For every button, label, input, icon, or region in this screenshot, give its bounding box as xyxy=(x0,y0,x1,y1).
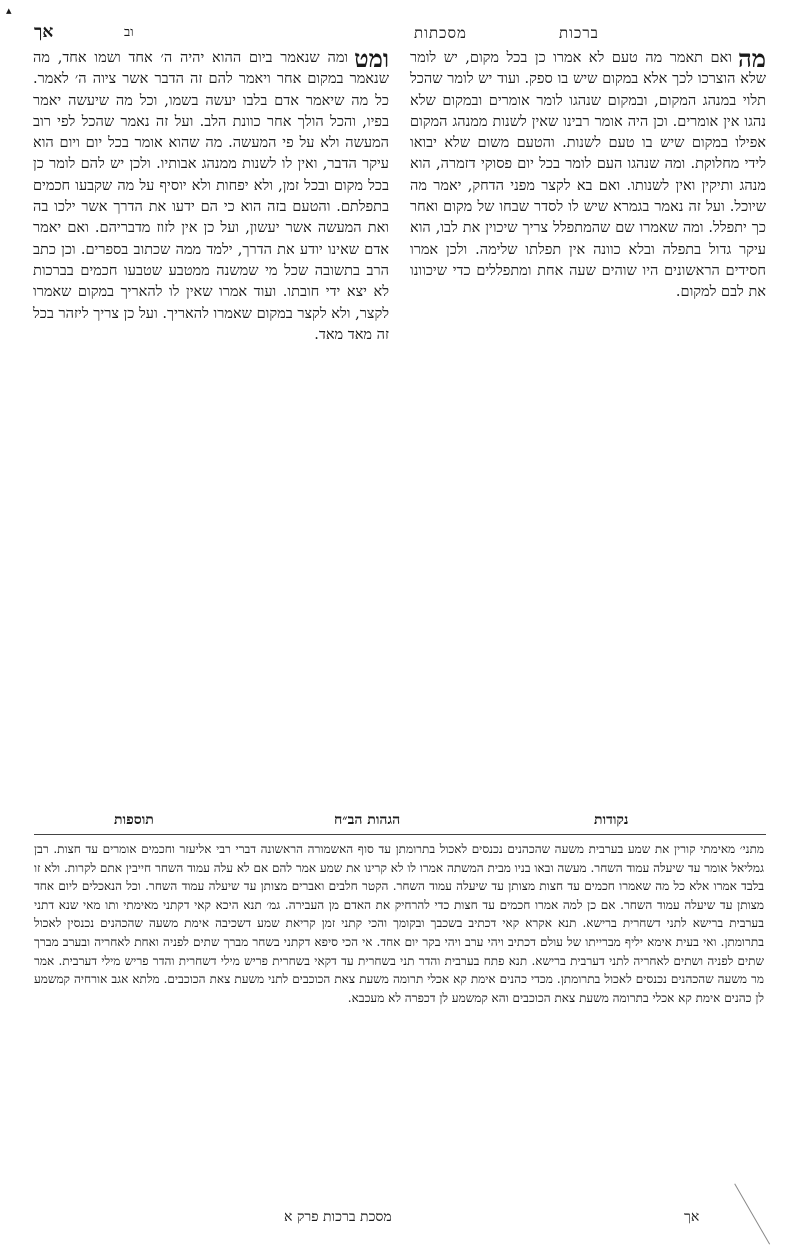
footer-signature: מסכת ברכות פרק א xyxy=(284,1209,392,1225)
page-header xyxy=(34,22,766,48)
corner-mark: ▴ xyxy=(6,4,12,17)
section-mark: וב xyxy=(124,25,134,40)
right-running-title: מסכתות xyxy=(414,24,467,42)
label-nekudot: נקודות xyxy=(594,812,629,828)
commentary-labels xyxy=(34,812,766,832)
column-left xyxy=(410,44,766,304)
margin-scratch-mark xyxy=(734,1163,800,1244)
commentary-block: מתני׳ מאימתי קורין את שמע בערבית משעה שהכהנים נכנסים לאכול בתרומתן עד סוף האשמורה הראשונה דברי רבי אליעזר וחכמים אומרים עד חצות. רבן גמליאל אומר עד שיעלה עמוד השחר. מעשה ובאו בניו מבית המשתה אמרו לו לא קרינו את שמע אמר להם אם לא עלה עמוד השחר חייבין אתם לקרות. ולא זו בלבד אמרו אלא כל מה שאמרו חכמים עד חצות מצותן עד שיעלה עמוד השחר. הקטר חלבים ואברים מצותן עד שיעלה עמוד השחר. וכל הנאכלים ליום אחד מצותן עד שיעלה עמוד השחר. אם כן למה אמרו חכמים עד חצות כדי להרחיק את האדם מן העבירה. גמ׳ תנא היכא קאי דקתני מאימתי ותו מאי שנא דתני בערבית ברישא לתני דשחרית ברישא. תנא אקרא קאי דכתיב בשכבך ובקומך והכי קתני זמן קריאת שמע דשכיבה אימת משעה שהכהנים נכנסין לאכול בתרומתן. ואי בעית אימא יליף מברייתו של עולם דכתיב ויהי ערב ויהי בקר יום אחד. אי הכי סיפא דקתני בשחר מברך שתים לפניה ואחת לאחריה ובערב מברך שתים לפניה ושתים לאחריה לתני דערבית ברישא. תנא פתח בערבית והדר תני בשחרית עד דקאי בשחרית פריש מילי דשחרית והדר פריש מילי דערבית. אמר מר משעה שהכהנים נכנסים לאכול בתרומתן. מכדי כהנים אימת קא אכלי תרומה משעת צאת הכוכבים לתני משעת צאת הכוכבים. מלתא אגב אורחיה קמשמע לן כהנים אימת קא אכלי בתרומה משעת צאת הכוכבים והא קמשמע לן דכפרה לא מעכבא. xyxy=(34,842,764,1005)
footer-sheet-number: אך xyxy=(684,1209,700,1225)
divider-rule xyxy=(34,834,766,835)
label-hagahot: הגהות הב״ח xyxy=(334,812,401,828)
page-footer xyxy=(34,1209,766,1229)
column-right-body: ומה שנאמר ביום ההוא יהיה ה׳ אחד ושמו אחד, מה שנאמר במקום אחר ויאמר להם זה הדבר אשר ציוה ה׳ לאמר. כל מה שיאמר אדם בלבו יעשה בשמו, וכל מה שיעשה יאמר בפיו, והכל הולך אחר כוונת הלב. ועל זה נאמר שהכל לפי רוב המעשה ולא על פי המעשה. מה שהוא אומר בכל יום ויום הוא עיקר הדבר, ואין לו לשנות ממנהג אבותיו. ולכן יש להם לומר כן בכל מקום ובכל זמן, ולא יפחות ולא יוסיף על מה שקבעו חכמים בתפלתם. והטעם בזה הוא כי הם ידעו את הדרך אשר ילכו בה ואת המעשה אשר יעשון, ועל כן אין לזוז מדבריהם. ואם יאמר אדם שאינו יודע את הדרך, ילמד ממה שכתוב בספרים. וכן כתב הרב בתשובה שכל מי שמשנה ממטבע שטבעו חכמים בברכות לא יצא ידי חובתו. ועוד אמרו שאין לו להאריך במקום שאמרו לקצר, ולא לקצר במקום שאמרו להאריך. ועל כן צריך ליזהר בכל זה מאד מאד. xyxy=(33,50,389,343)
column-left-heading: מה xyxy=(737,44,766,73)
label-tosafot: תוספות xyxy=(114,812,154,828)
column-right-heading: ומט xyxy=(354,44,389,73)
page-number: אך xyxy=(34,22,54,42)
column-right xyxy=(33,44,389,346)
left-running-title: ברכות xyxy=(559,24,599,42)
column-left-body: ואם תאמר מה טעם לא אמרו כן בכל מקום, יש לומר שלא הוצרכו לכך אלא במקום שיש בו ספק. ועוד יש לומר שהכל תלוי במנהג המקום, ובמקום שנהגו לומר אומרים ובמקום שלא נהגו אין אומרים. וכן היה אומר רבינו שאין לשנות ממנהג המקום אפילו במקום שיש בו טעם לשנות. והטעם משום שלא יבואו לידי מחלוקת. ומה שנהגו העם לומר בכל יום פסוקי דזמרה, הוא מנהג ותיקין ואין לשנותו. ואם בא לקצר מפני הדחק, יאמר מה שיוכל. ועל זה נאמר בגמרא שיש לו לסדר שבחו של מקום ואחר כך יתפלל. ומה שאמרו שם שהמתפלל צריך שיכוין את לבו, הוא עיקר גדול בתפלה ובלא כוונה אין תפלתו שלימה. ולכן אמרו חסידים הראשונים היו שוהים שעה אחת ומתפללים כדי שיכוונו את לבם למקום. xyxy=(410,50,766,301)
